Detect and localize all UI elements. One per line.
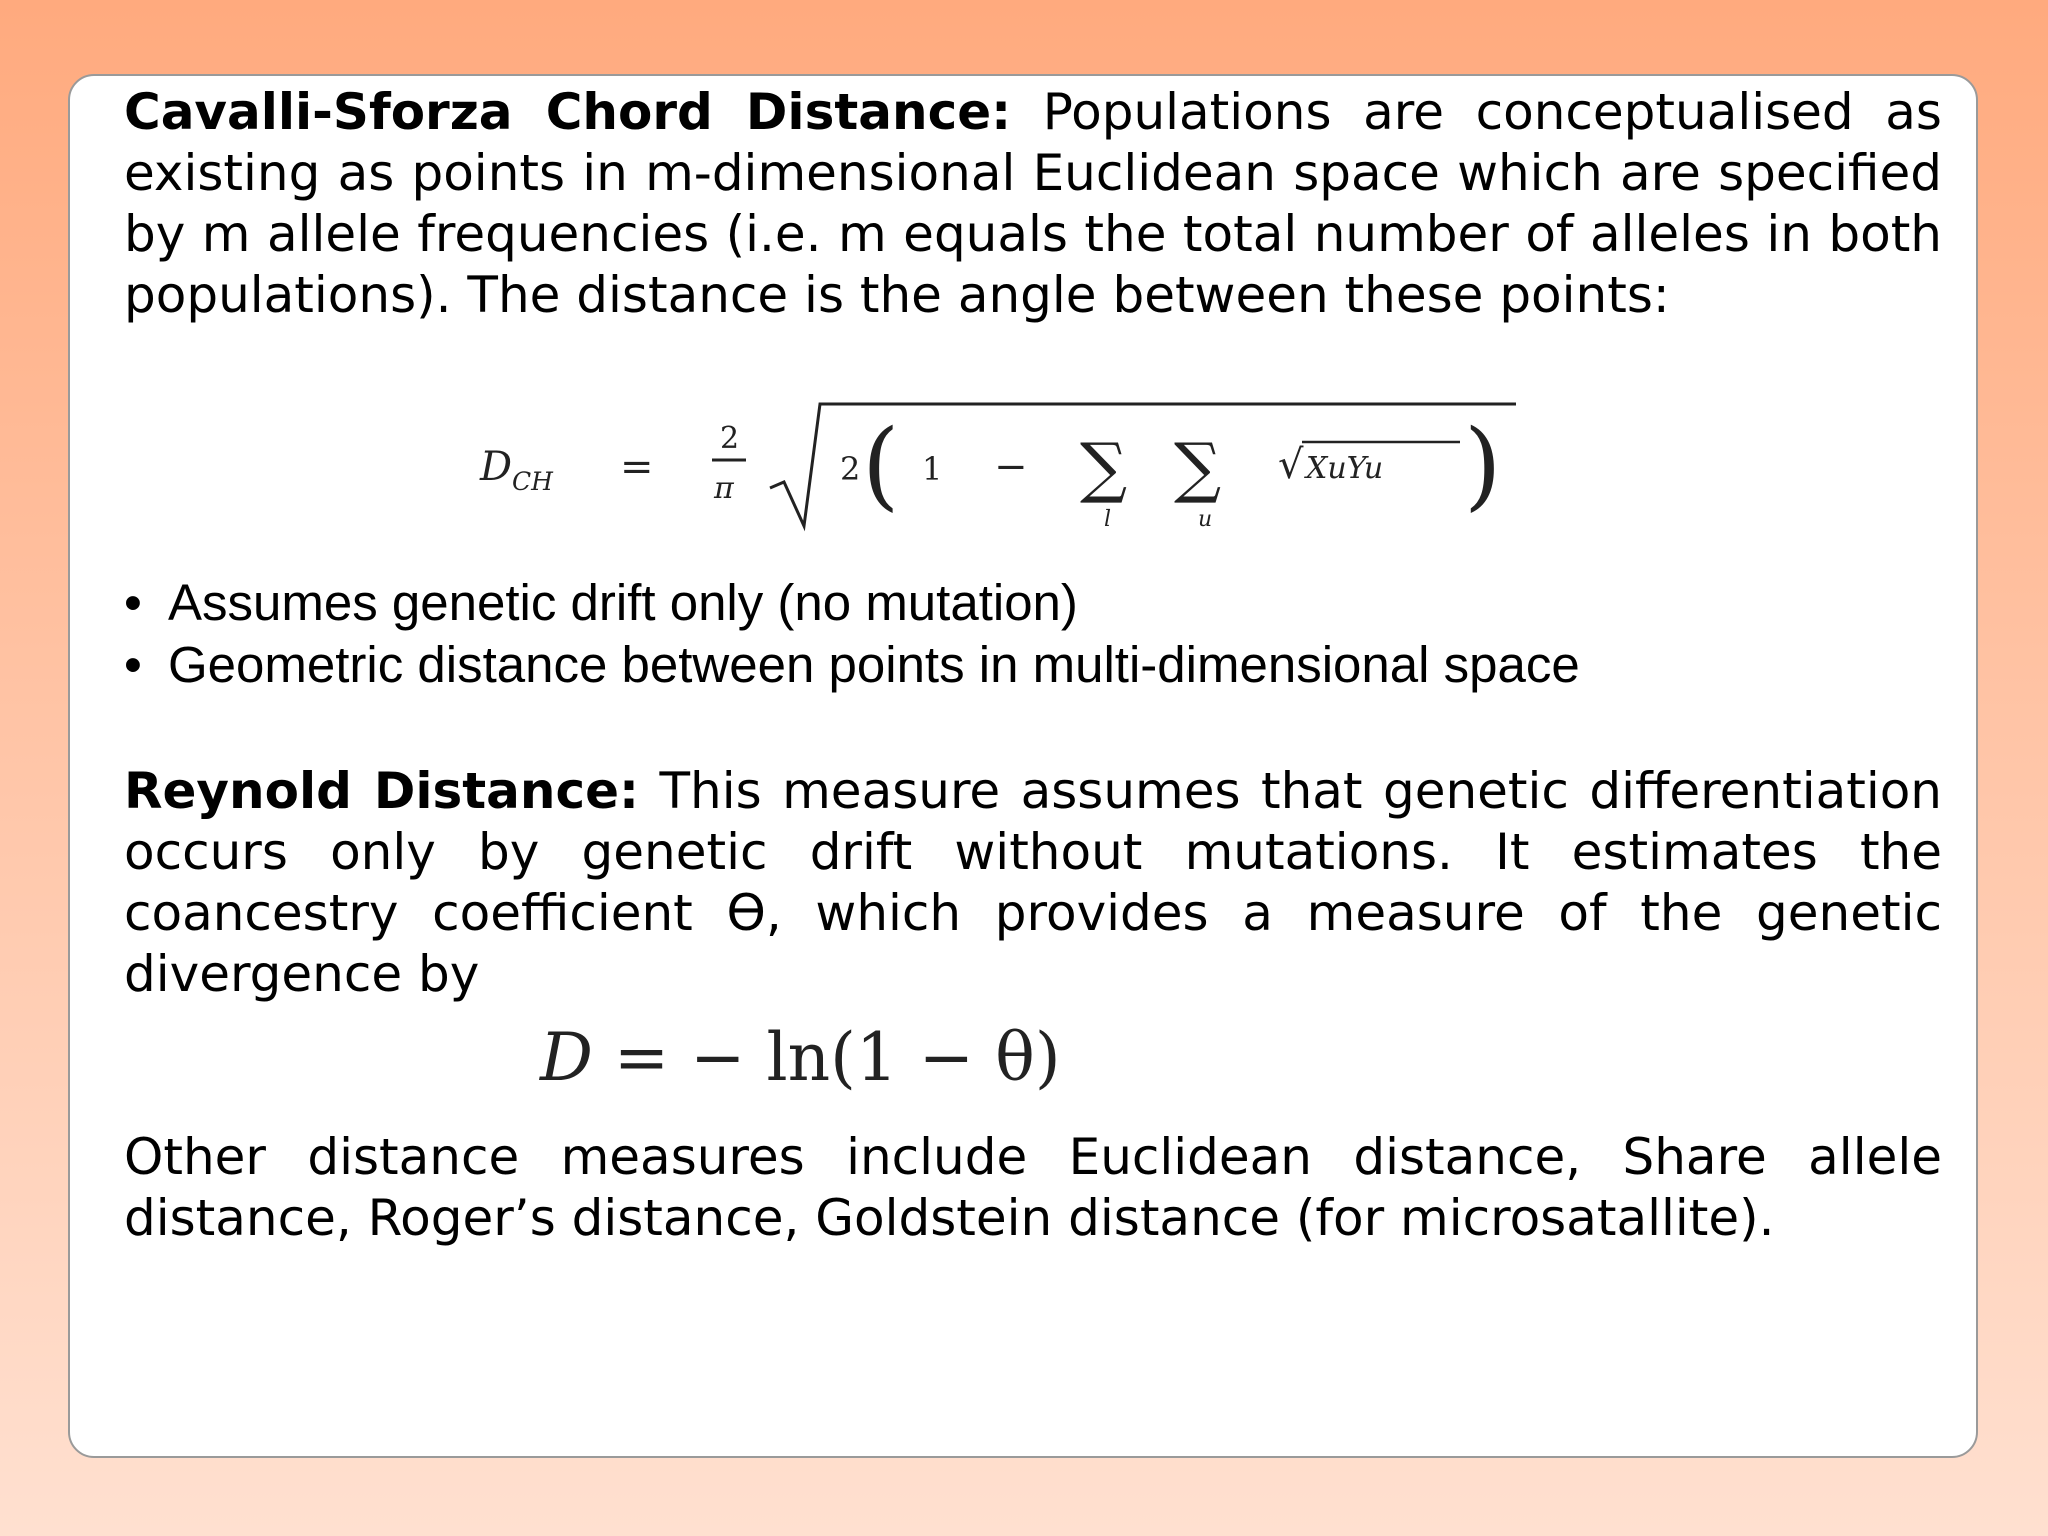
cavalli-text: Populations are conceptualised as existing as points in m-dimensional Euclidean space which are specified by m allele frequencies (i.e. m equals the total number of alleles in both populations). The distance is the angle between these points: <box>124 83 1942 324</box>
dch-close-paren: ) <box>1464 409 1502 521</box>
dch-formula <box>474 398 1554 538</box>
bullet-text: Geometric distance between points in multi-dimensional space <box>168 636 1580 693</box>
bullet-symbol: • <box>124 574 142 631</box>
bullet-text: Assumes genetic drift only (no mutation) <box>168 574 1078 631</box>
reynold-heading: Reynold Distance: <box>124 762 640 820</box>
reynold-formula-rhs: = − ln(1 − θ) <box>613 1019 1061 1096</box>
reynold-formula-lhs: D <box>540 1019 593 1096</box>
reynold-text: This measure assumes that genetic differentiation occurs only by genetic drift without mutations. It estimates the coancestry coefficient ϴ, which provides a measure of the genetic divergence by <box>124 762 1942 1003</box>
dch-equals: = <box>620 444 654 490</box>
dch-frac-num: 2 <box>720 421 740 456</box>
dch-lhs: D <box>480 444 513 490</box>
other-measures-text: Other distance measures include Euclidean distance, Share allele distance, Roger’s distance, Goldstein distance (for microsatallite). <box>124 1128 1942 1247</box>
bullet-symbol: • <box>124 636 142 693</box>
bullet-list <box>124 572 1580 696</box>
reynold-formula <box>540 1018 1061 1098</box>
dch-lhs-sub: CH <box>512 467 553 496</box>
dch-frac-den: π <box>714 471 734 506</box>
bullet-item <box>124 572 1580 634</box>
other-measures-paragraph <box>124 1127 1942 1249</box>
dch-inner-radical: √ <box>1278 442 1304 488</box>
bullet-item <box>124 634 1580 696</box>
dch-sum-index-1: l <box>1104 507 1112 532</box>
dch-sum-2: ∑ <box>1174 429 1222 506</box>
dch-minus: − <box>994 444 1028 490</box>
dch-sum-1: ∑ <box>1080 429 1128 506</box>
cavalli-heading: Cavalli-Sforza Chord Distance: <box>124 83 1012 141</box>
dch-two: 2 <box>840 450 861 488</box>
cavalli-paragraph <box>124 82 1942 326</box>
reynold-paragraph <box>124 761 1942 1005</box>
dch-one: 1 <box>922 450 943 488</box>
dch-open-paren: ( <box>862 409 900 521</box>
dch-term: XuYu <box>1306 451 1384 486</box>
dch-sum-index-2: u <box>1198 507 1213 532</box>
